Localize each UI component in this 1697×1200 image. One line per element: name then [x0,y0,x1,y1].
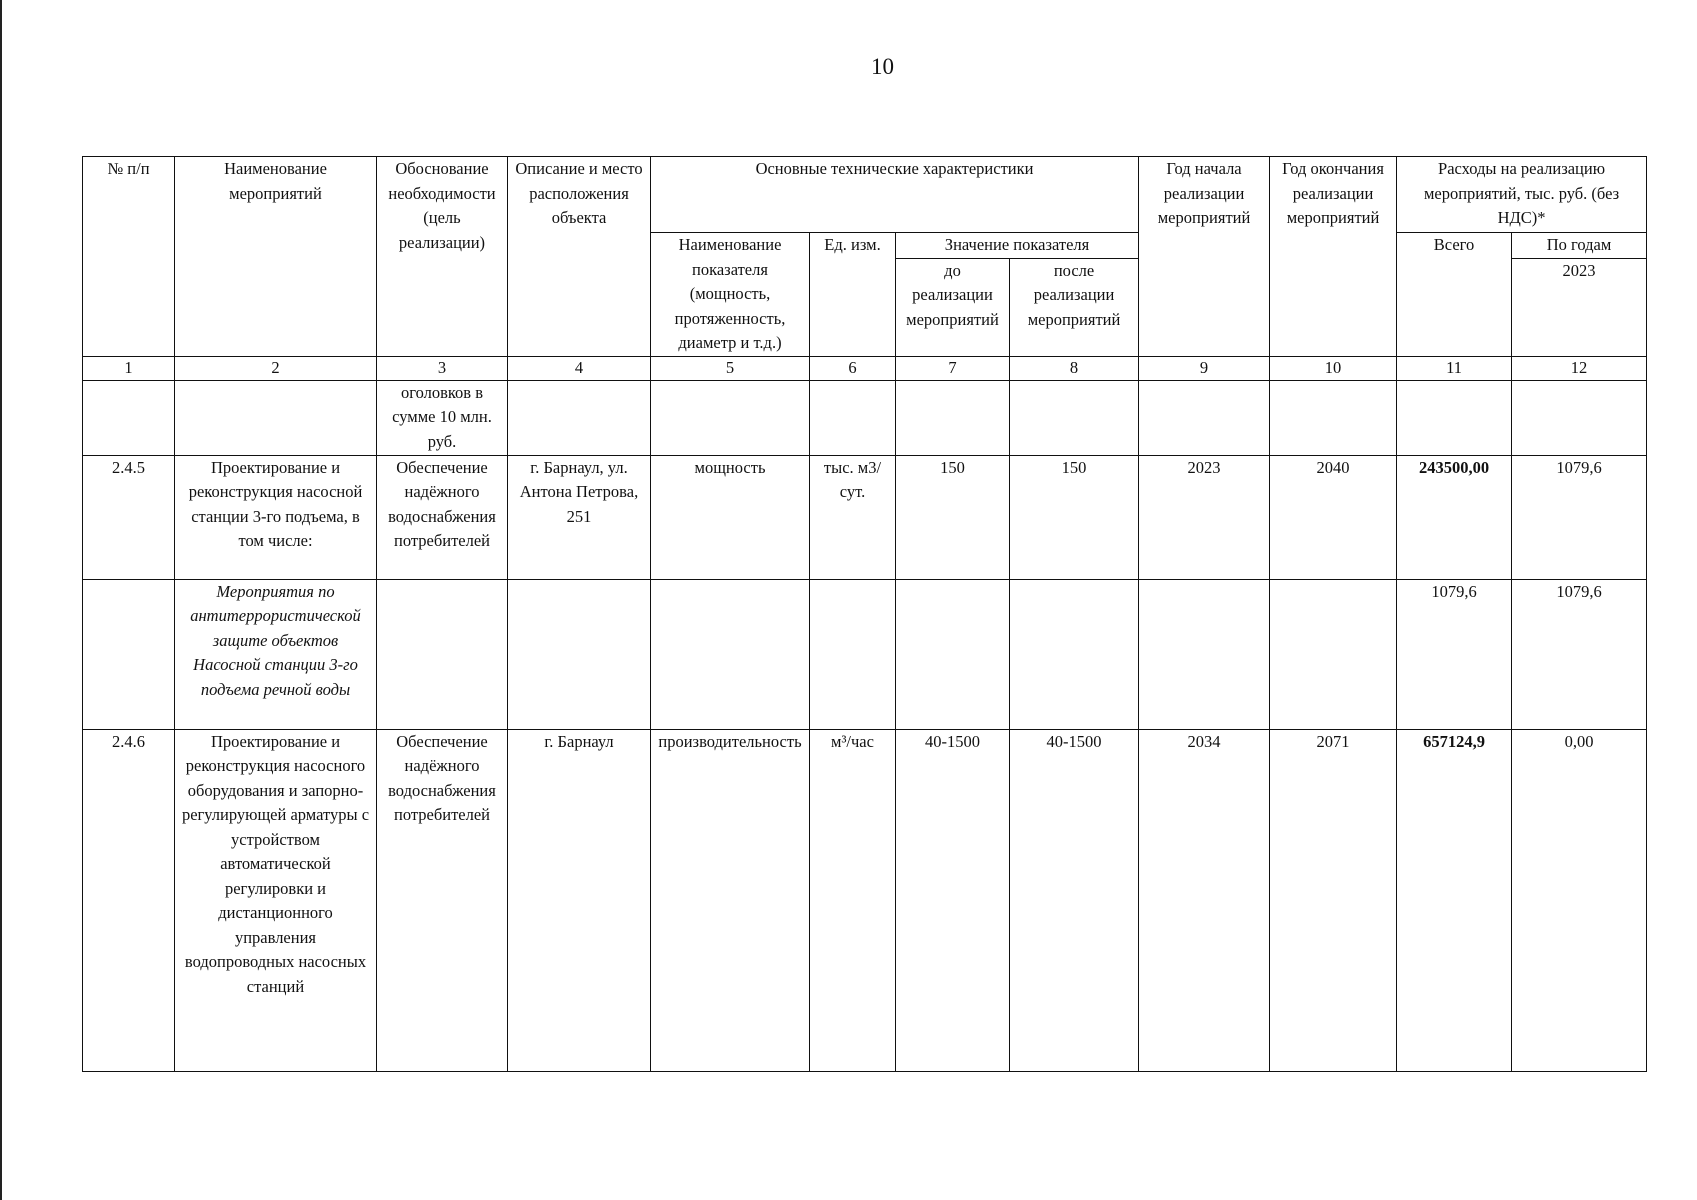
header-total: Всего [1397,233,1512,357]
header-after: после реализации мероприятий [1010,258,1139,356]
row-number [83,380,175,455]
header-tech-group: Основные технические характеристики [651,157,1139,233]
row-total: 657124,9 [1397,729,1512,1071]
header-before: до реализации мероприятий [896,258,1010,356]
header-end-year: Год окончания реализации мероприятий [1270,157,1397,357]
col-number: 9 [1139,356,1270,380]
col-number: 5 [651,356,810,380]
row-end-year: 2071 [1270,729,1397,1071]
header-row-1 [83,157,1647,233]
header-start-year: Год начала реализации мероприятий [1139,157,1270,357]
row-number [83,579,175,729]
row-indicator [651,579,810,729]
row-indicator [651,380,810,455]
header-cost-group: Расходы на реализацию мероприятий, тыс. руб. (без НДС)* [1397,157,1647,233]
header-by-year: По годам [1512,233,1647,259]
col-number: 12 [1512,356,1647,380]
col-number: 4 [508,356,651,380]
table-row [83,455,1647,579]
row-reason: Обеспечение надёжного водоснабжения потребителей [377,729,508,1071]
header-reason: Обоснование необходимости (цель реализации) [377,157,508,357]
row-location: г. Барнаул, ул. Антона Петрова, 251 [508,455,651,579]
row-2023 [1512,380,1647,455]
row-reason: Обеспечение надёжного водоснабжения потребителей [377,455,508,579]
header-location: Описание и место расположения объекта [508,157,651,357]
row-name [175,380,377,455]
row-total: 243500,00 [1397,455,1512,579]
col-number: 11 [1397,356,1512,380]
row-location: г. Барнаул [508,729,651,1071]
row-after: 40-1500 [1010,729,1139,1071]
col-number: 3 [377,356,508,380]
header-name: Наименование мероприятий [175,157,377,357]
row-start-year: 2023 [1139,455,1270,579]
row-before [896,579,1010,729]
row-location [508,380,651,455]
column-number-row [83,356,1647,380]
row-before: 40-1500 [896,729,1010,1071]
header-unit: Ед. изм. [810,233,896,357]
investment-table [82,156,1647,1072]
header-no: № п/п [83,157,175,357]
row-2023: 0,00 [1512,729,1647,1071]
col-number: 10 [1270,356,1397,380]
row-2023: 1079,6 [1512,579,1647,729]
row-location [508,579,651,729]
row-unit [810,579,896,729]
table-row [83,380,1647,455]
row-2023: 1079,6 [1512,455,1647,579]
row-after: 150 [1010,455,1139,579]
col-number: 1 [83,356,175,380]
row-unit: м³/час [810,729,896,1071]
row-start-year: 2034 [1139,729,1270,1071]
col-number: 6 [810,356,896,380]
row-unit: тыс. м3/сут. [810,455,896,579]
table-row [83,729,1647,1071]
row-name: Проектирование и реконструкция насосной станции 3-го подъема, в том числе: [175,455,377,579]
row-after [1010,579,1139,729]
row-indicator: производительность [651,729,810,1071]
col-number: 8 [1010,356,1139,380]
row-reason: оголовков в сумме 10 млн. руб. [377,380,508,455]
row-after [1010,380,1139,455]
row-reason [377,579,508,729]
table-row [83,579,1647,729]
row-name: Проектирование и реконструкция насосного оборудования и запорно-регулирующей арматуры с устройством автоматической регулировки и дистанционного управления водопроводных насосных станций [175,729,377,1071]
row-number: 2.4.6 [83,729,175,1071]
page-number: 10 [871,54,894,79]
row-total: 1079,6 [1397,579,1512,729]
row-unit [810,380,896,455]
row-indicator: мощность [651,455,810,579]
col-number: 2 [175,356,377,380]
page-edge [0,0,2,1200]
row-before [896,380,1010,455]
row-start-year [1139,579,1270,729]
header-value-group: Значение показателя [896,233,1139,259]
header-indicator: Наименование показателя (мощность, протяженность, диаметр и т.д.) [651,233,810,357]
row-start-year [1139,380,1270,455]
row-total [1397,380,1512,455]
header-year-2023: 2023 [1512,258,1647,356]
row-end-year: 2040 [1270,455,1397,579]
row-before: 150 [896,455,1010,579]
row-end-year [1270,380,1397,455]
row-name: Мероприятия по антитеррористической защите объектов Насосной станции 3-го подъема речной воды [175,579,377,729]
row-number: 2.4.5 [83,455,175,579]
col-number: 7 [896,356,1010,380]
row-end-year [1270,579,1397,729]
